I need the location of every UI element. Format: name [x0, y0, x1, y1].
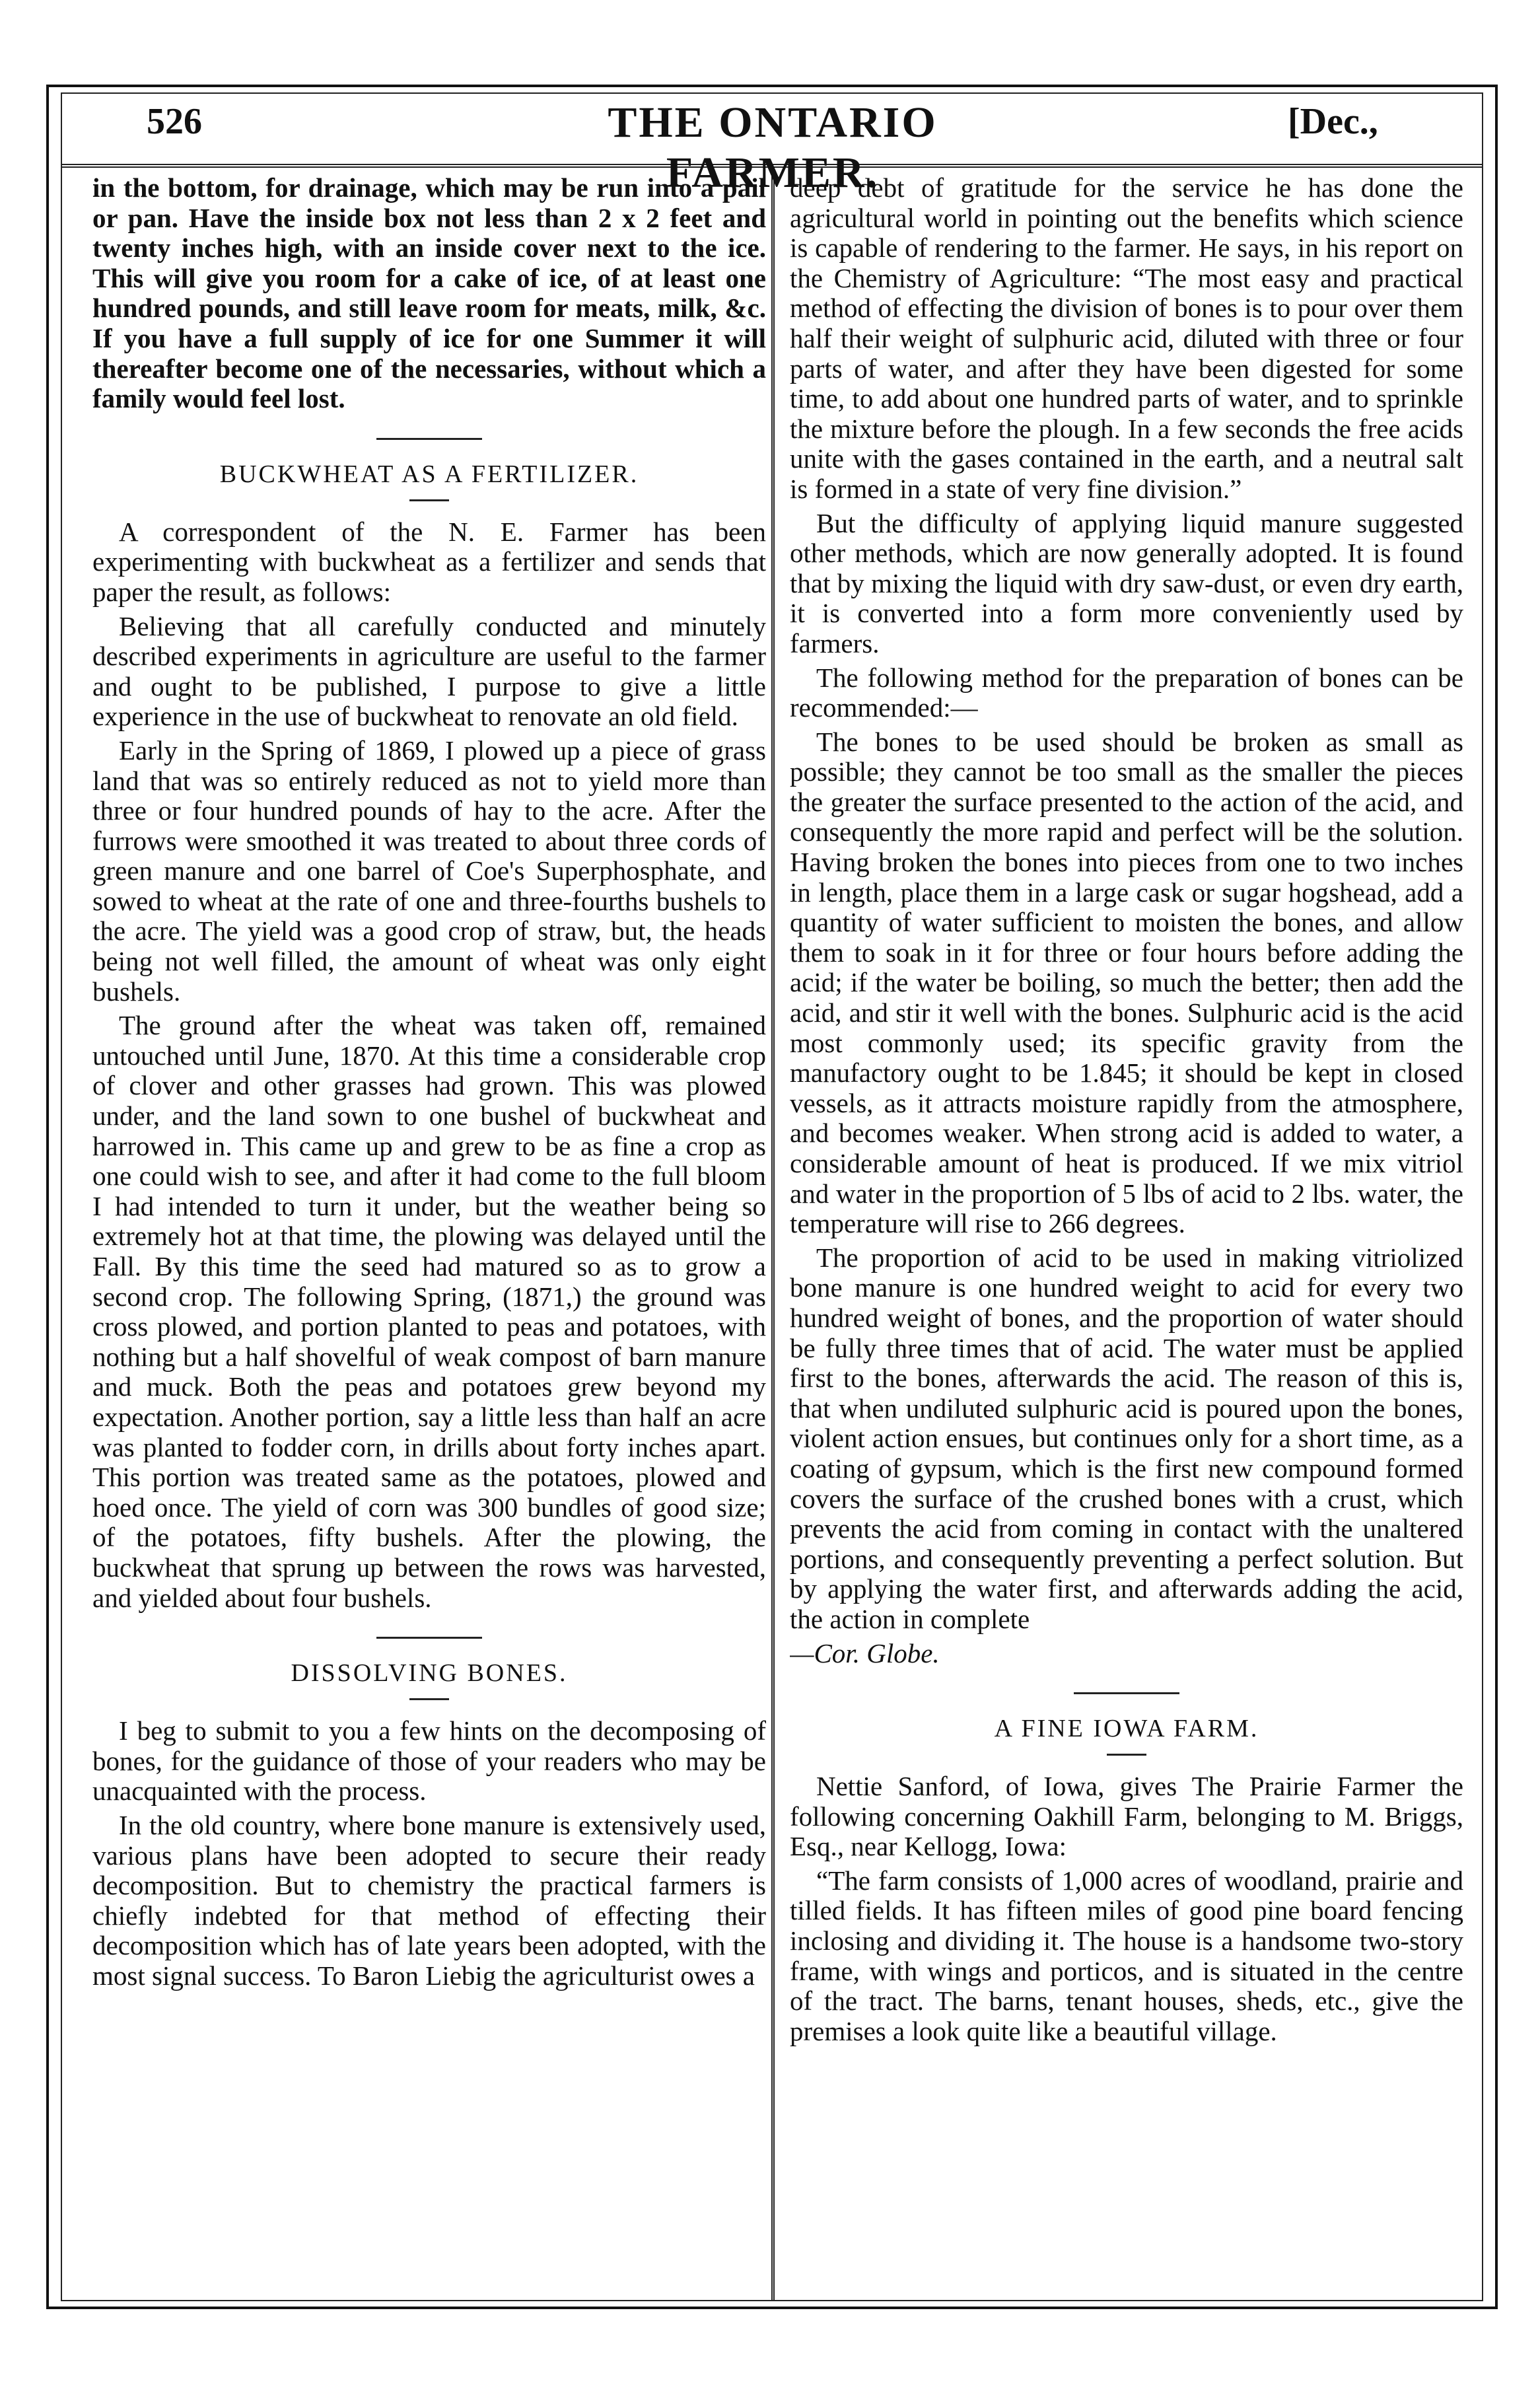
bones-continued-paragraph: But the difficulty of applying liquid manure suggested other methods, which are now generally adopted. It is found that by mixing the liquid with dry saw-dust, or even dry earth, it is converted into a form more conveniently used by farmers.	[790, 507, 1463, 659]
ice-house-continued: in the bottom, for drainage, which may be run into a pail or pan. Have the inside box not less than 2 x 2 feet and twenty inches high, with an inside cover next to the ice. This will give you room for a cake of ice, of at least one hundred pounds, and still leave room for meats, milk, &c. If you have a full supply of ice for one Summer it will thereafter become one of the necessaries, without which a family would feel lost.	[92, 173, 766, 414]
buckwheat-paragraph: The ground after the wheat was taken off, remained untouched until June, 1870. At this time a considerable crop of clover and other grasses had grown. This was plowed under, and the land sown to one bushel of buckwheat and harrowed in. This came up and grew to be as fine a crop as one could wish to see, and after it had come to the full bloom I had intended to turn it under, but the weather being so extremely hot at that time, the plowing was delayed until the Fall. By this time the seed had matured so as to grow a second crop. The following Spring, (1871,) the ground was cross plowed, and portion planted to peas and potatoes, with nothing but a half shovelful of weak compost of barn manure and muck. Both the peas and potatoes grew beyond my expectation. Another portion, say a little less than half an acre was planted to fodder corn, in drills about forty inches apart. This portion was treated same as the potatoes, plowed and hoed once. The yield of corn was 300 bundles of good size; of the potatoes, fifty bushels. After the plowing, the buckwheat that sprung up between the rows was harvested, and yielded about four bushels.	[92, 1010, 766, 1613]
iowa-heading: A FINE IOWA FARM.	[994, 1715, 1259, 1743]
bones-continued-paragraph: The proportion of acid to be used in making vitriolized bone manure is one hundred weight to acid for every two hundred weight of bones, and the proportion of water should be fully three times that of acid. The water must be applied first to the bones, afterwards the acid. The reason of this is, that when undiluted sulphuric acid is poured upon the bones, violent action ensues, but continues only for a short time, as a coating of gypsum, which is the first new compound formed covers the surface of the crushed bones with a crust, which prevents the acid from coming in contact with the unaltered portions, and consequently preventing a perfect solution. But by applying the water first, and afterwards adding the acid, the action in complete	[790, 1242, 1463, 1634]
heading-rule	[1107, 1754, 1146, 1756]
bones-continued-paragraph: deep debt of gratitude for the service he has done the agricultural world in pointing out the benefits which science is capable of rendering to the farmer. He says, in his report on the Chemistry of Agriculture: “The most easy and practical method of effecting the division of bones is to pour over them half their weight of sulphuric acid, diluted with three or four parts of water, and after they have been digested for some time, to add about one hundred parts of water, and to sprinkle the mixture before the plough. In a few seconds the free acids unite with the gases contained in the earth, and a neutral salt is formed in a state of very fine division.”	[790, 173, 1463, 504]
section-rule	[376, 1637, 482, 1639]
section-rule	[376, 438, 482, 440]
column-divider	[771, 168, 775, 2301]
bones-continued-paragraph: The bones to be used should be broken as small as possible; they cannot be too small as the smaller the pieces the greater the surface presented to the action of the acid, and consequently the more rapid and perfect will be the solution. Having broken the bones into pieces from one to two inches in length, place them in a large cask or sugar hogshead, add a quantity of water sufficient to moisten the bones, and allow them to soak in it for three or four hours before adding the acid; if the water be boiling, so much the better; then add the acid, and stir it well with the bones. Sulphuric acid is the acid most commonly used; its specific gravity from the manufactory ought to be 1.845; it should be kept in closed vessels, as it attracts moisture rapidly from the atmosphere, and becomes weaker. When strong acid is added to water, a considerable amount of heat is produced. If we mix vitriol and water in the proportion of 5 lbs of acid to 2 lbs. water, the temperature will rise to 266 degrees.	[790, 726, 1463, 1239]
section-rule	[1074, 1692, 1179, 1694]
article-signature: —Cor. Globe.	[790, 1637, 940, 1668]
page-number: 526	[147, 101, 202, 142]
bones-continued-paragraph: The following method for the preparation of bones can be recommended:—	[790, 662, 1463, 723]
iowa-paragraph: “The farm consists of 1,000 acres of woodland, prairie and tilled fields. It has fifteen miles of good pine board fencing inclosing and dividing it. The house is a handsome two-story frame, with wings and porticos, and is situated in the centre of the tract. The barns, tenant houses, sheds, etc., give the premises a look quite like a beautiful village.	[790, 1865, 1463, 2046]
bones-heading: DISSOLVING BONES.	[291, 1659, 568, 1688]
buckwheat-paragraph: Believing that all carefully conducted and minutely described experiments in agriculture are useful to the farmer and ought to be published, I purpose to give a little experience in the use of buckwheat to renovate an old field.	[92, 610, 766, 732]
buckwheat-paragraph: A correspondent of the N. E. Farmer has been experimenting with buckwheat as a fertilizer and sends that paper the result, as follows:	[92, 516, 766, 607]
bones-paragraph: I beg to submit to you a few hints on the decomposing of bones, for the guidance of those of your readers who may be unacquainted with the process.	[92, 1715, 766, 1807]
buckwheat-paragraph: Early in the Spring of 1869, I plowed up a piece of grass land that was so entirely reduced as not to yield more than three or four hundred pounds of hay to the acre. After the furrows were smoothed it was treated to about three cords of green manure and one barrel of Coe's Superphosphate, and sowed to wheat at the rate of one and three-fourths bushels to the acre. The yield was a good crop of straw, but, the heads being not well filled, the amount of wheat was only eight bushels.	[92, 734, 766, 1007]
right-column	[790, 173, 1463, 2297]
iowa-paragraph: Nettie Sanford, of Iowa, gives The Prairie Farmer the following concerning Oakhill Farm, belonging to M. Briggs, Esq., near Kellogg, Iowa:	[790, 1771, 1463, 1862]
issue-month: [Dec.,	[1288, 101, 1378, 142]
heading-rule	[409, 499, 449, 501]
publication-title: THE ONTARIO FARMER.	[608, 98, 938, 197]
heading-rule	[409, 1698, 449, 1700]
buckwheat-heading: BUCKWHEAT AS A FERTILIZER.	[219, 460, 639, 488]
bones-paragraph: In the old country, where bone manure is extensively used, various plans have been adopted to secure their ready decomposition. But to chemistry the practical farmers is chiefly indebted for that method of effecting their decomposition which has of late years been adopted, with the most signal success. To Baron Liebig the agriculturist owes a	[92, 1809, 766, 1991]
left-column	[92, 173, 766, 2297]
